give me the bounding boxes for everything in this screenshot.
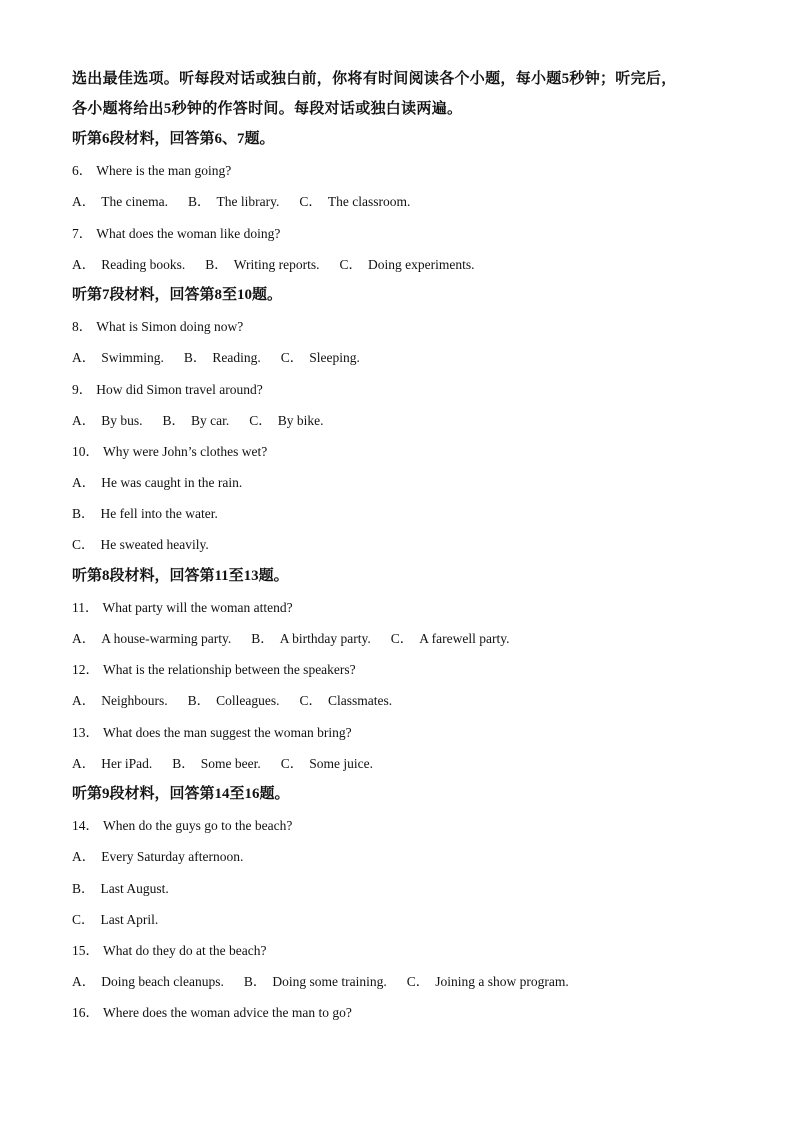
option-b: B． He fell into the water. bbox=[72, 506, 218, 522]
question-7 bbox=[72, 218, 732, 249]
question-number: 12． bbox=[72, 662, 99, 678]
question-text: What does the man suggest the woman bring? bbox=[103, 724, 352, 740]
question-8 bbox=[72, 311, 732, 342]
option-a: A． Swimming. bbox=[72, 350, 164, 366]
options-6 bbox=[72, 186, 732, 217]
question-text: When do the guys go to the beach? bbox=[103, 818, 293, 834]
options-8 bbox=[72, 342, 732, 373]
option-a: A． Reading books. bbox=[72, 256, 186, 272]
question-text: Where is the man going? bbox=[96, 163, 232, 179]
option-a: A． Neighbours. bbox=[72, 693, 168, 709]
instructions bbox=[72, 64, 732, 124]
section-heading: 听第9段材料，回答第14至16题。 bbox=[72, 785, 290, 802]
question-15 bbox=[72, 935, 732, 966]
option-a: A． By bus. bbox=[72, 412, 143, 428]
question-10 bbox=[72, 436, 732, 467]
question-text: What is Simon doing now? bbox=[96, 319, 244, 335]
question-text: What does the woman like doing? bbox=[96, 225, 281, 241]
question-number: 9． bbox=[72, 381, 93, 397]
question-number: 15． bbox=[72, 942, 99, 958]
option-c: C． Joining a show program. bbox=[406, 974, 569, 990]
question-14 bbox=[72, 810, 732, 841]
instructions-line-2: 各小题将给出5秒钟的作答时间。每段对话或独白读两遍。 bbox=[72, 101, 463, 117]
option-c: C． By bike. bbox=[249, 412, 324, 428]
option-b: B． A birthday party. bbox=[251, 631, 371, 646]
option-b: B． By car. bbox=[162, 412, 230, 428]
option-b: B． Reading. bbox=[183, 350, 261, 366]
option-c: C． Classmates. bbox=[299, 693, 393, 709]
option-a: A． Every Saturday afternoon. bbox=[72, 849, 244, 865]
option-b: B． Some beer. bbox=[172, 755, 261, 771]
option-c: C． Doing experiments. bbox=[339, 256, 475, 272]
question-16 bbox=[72, 997, 732, 1028]
instructions-line-1: 选出最佳选项。听每段对话或独白前，你将有时间阅读各个小题，每小题5秒钟；听完后， bbox=[72, 71, 677, 87]
option-a: A． Her iPad. bbox=[72, 755, 153, 771]
question-text: Why were John’s clothes wet? bbox=[103, 443, 268, 459]
question-6 bbox=[72, 155, 732, 186]
question-text: What do they do at the beach? bbox=[103, 942, 267, 958]
option-a: A． A house-warming party. bbox=[72, 631, 232, 646]
option-b: B． Writing reports. bbox=[205, 256, 320, 272]
question-13 bbox=[72, 717, 732, 748]
option-c: C． Last April. bbox=[72, 911, 159, 927]
question-number: 16． bbox=[72, 1005, 99, 1021]
option-a: A． The cinema. bbox=[72, 194, 168, 210]
options-15 bbox=[72, 966, 732, 997]
question-text: How did Simon travel around? bbox=[96, 381, 263, 397]
question-number: 8． bbox=[72, 319, 93, 335]
question-number: 7． bbox=[72, 225, 93, 241]
question-number: 10． bbox=[72, 443, 99, 459]
option-c: C． A farewell party. bbox=[390, 631, 510, 646]
question-number: 13． bbox=[72, 724, 99, 740]
question-text: What is the relationship between the speakers? bbox=[103, 662, 356, 678]
option-b: B． The library. bbox=[187, 194, 280, 210]
option-c: C． Some juice. bbox=[280, 755, 374, 771]
options-13 bbox=[72, 748, 732, 779]
options-12 bbox=[72, 685, 732, 716]
question-number: 14． bbox=[72, 818, 99, 834]
section-heading: 听第6段材料，回答第6、7题。 bbox=[72, 131, 275, 147]
question-number: 6． bbox=[72, 163, 93, 179]
section-heading: 听第8段材料，回答第11至13题。 bbox=[72, 567, 289, 584]
question-9 bbox=[72, 374, 732, 405]
question-12 bbox=[72, 654, 732, 685]
question-text: Where does the woman advice the man to go? bbox=[103, 1005, 352, 1021]
question-number: 11． bbox=[72, 599, 99, 615]
options-11 bbox=[72, 623, 732, 654]
section-heading: 听第7段材料，回答第8至10题。 bbox=[72, 286, 283, 303]
question-11 bbox=[72, 592, 732, 623]
options-9 bbox=[72, 405, 732, 436]
option-c: C． Sleeping. bbox=[280, 350, 360, 366]
option-c: C． He sweated heavily. bbox=[72, 537, 209, 553]
option-c: C． The classroom. bbox=[299, 194, 411, 210]
option-b: B． Last August. bbox=[72, 880, 169, 896]
option-a: A． He was caught in the rain. bbox=[72, 475, 243, 491]
option-a: A． Doing beach cleanups. bbox=[72, 974, 224, 990]
question-text: What party will the woman attend? bbox=[102, 599, 293, 615]
exam-page bbox=[72, 64, 732, 1028]
options-7 bbox=[72, 249, 732, 280]
option-b: B． Doing some training. bbox=[243, 974, 387, 990]
option-b: B． Colleagues. bbox=[187, 693, 280, 709]
